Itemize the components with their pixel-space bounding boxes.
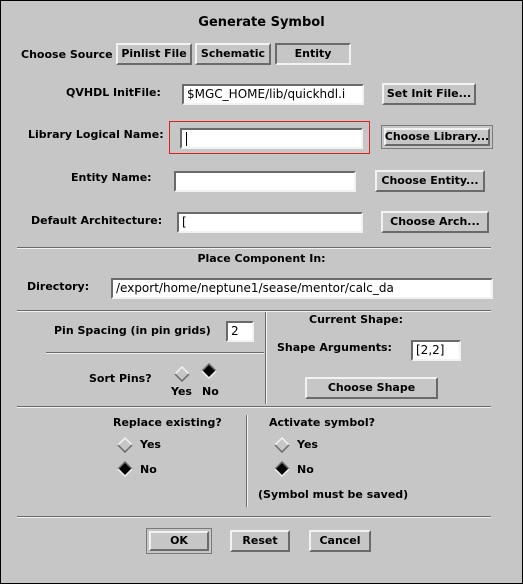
sort-pins-no-label: No <box>202 385 219 398</box>
shape-args-input[interactable]: [2,2] <box>411 340 461 361</box>
dialog-title: Generate Symbol <box>198 15 325 30</box>
set-init-file-button[interactable]: Set Init File... <box>382 83 476 105</box>
entity-name-input[interactable] <box>174 171 356 192</box>
entity-name-label: Entity Name: <box>71 171 152 184</box>
replace-no-radio[interactable] <box>117 461 133 477</box>
sort-pins-label: Sort Pins? <box>89 372 152 385</box>
replace-yes-label: Yes <box>140 438 161 451</box>
activate-yes-label: Yes <box>297 438 318 451</box>
sort-pins-no-radio[interactable] <box>201 363 217 379</box>
initfile-label: QVHDL InitFile: <box>66 86 161 99</box>
separator-4 <box>17 516 491 518</box>
activate-yes-radio[interactable] <box>274 437 290 453</box>
entity-button[interactable]: Entity <box>275 43 351 65</box>
choose-library-button[interactable] <box>381 125 493 149</box>
activate-no-radio[interactable] <box>274 461 290 477</box>
library-label: Library Logical Name: <box>28 128 164 141</box>
choose-source-label: Choose Source <box>21 48 113 61</box>
text-cursor <box>186 132 187 146</box>
sort-pins-yes-label: Yes <box>171 385 192 398</box>
directory-label: Directory: <box>27 280 90 293</box>
separator-pins <box>46 352 264 354</box>
arch-input[interactable]: [ <box>177 212 363 233</box>
schematic-button[interactable]: Schematic <box>195 43 271 65</box>
cancel-button[interactable]: Cancel <box>309 530 371 552</box>
choose-entity-button[interactable]: Choose Entity... <box>375 170 485 192</box>
activate-note: (Symbol must be saved) <box>258 488 409 501</box>
shape-args-label: Shape Arguments: <box>277 341 392 354</box>
separator-1 <box>17 247 491 249</box>
separator-3 <box>17 406 491 408</box>
separator-vertical-2 <box>246 415 248 507</box>
directory-input[interactable]: /export/home/neptune1/sease/mentor/calc_da <box>111 278 493 299</box>
activate-symbol-label: Activate symbol? <box>269 416 375 429</box>
pin-spacing-label: Pin Spacing (in pin grids) <box>54 324 211 337</box>
choose-shape-button[interactable]: Choose Shape <box>305 377 438 399</box>
separator-vertical-1 <box>265 312 267 404</box>
initfile-input[interactable]: $MGC_HOME/lib/quickhdl.i <box>182 84 364 105</box>
place-component-header: Place Component In: <box>197 252 326 265</box>
library-input[interactable] <box>180 128 363 149</box>
pin-spacing-input[interactable]: 2 <box>226 321 254 342</box>
sort-pins-yes-radio[interactable] <box>174 366 190 382</box>
separator-2 <box>17 310 491 312</box>
arch-label: Default Architecture: <box>31 214 163 227</box>
choose-library-label: Choose Library... <box>384 130 490 143</box>
replace-existing-label: Replace existing? <box>113 416 222 429</box>
ok-button[interactable] <box>146 528 212 554</box>
activate-no-label: No <box>297 463 314 476</box>
pinlist-file-button[interactable]: Pinlist File <box>116 43 192 65</box>
ok-label: OK <box>170 534 188 547</box>
choose-arch-button[interactable]: Choose Arch... <box>381 211 489 233</box>
reset-button[interactable]: Reset <box>230 530 290 552</box>
replace-no-label: No <box>140 463 157 476</box>
replace-yes-radio[interactable] <box>117 437 133 453</box>
current-shape-header: Current Shape: <box>309 313 404 326</box>
